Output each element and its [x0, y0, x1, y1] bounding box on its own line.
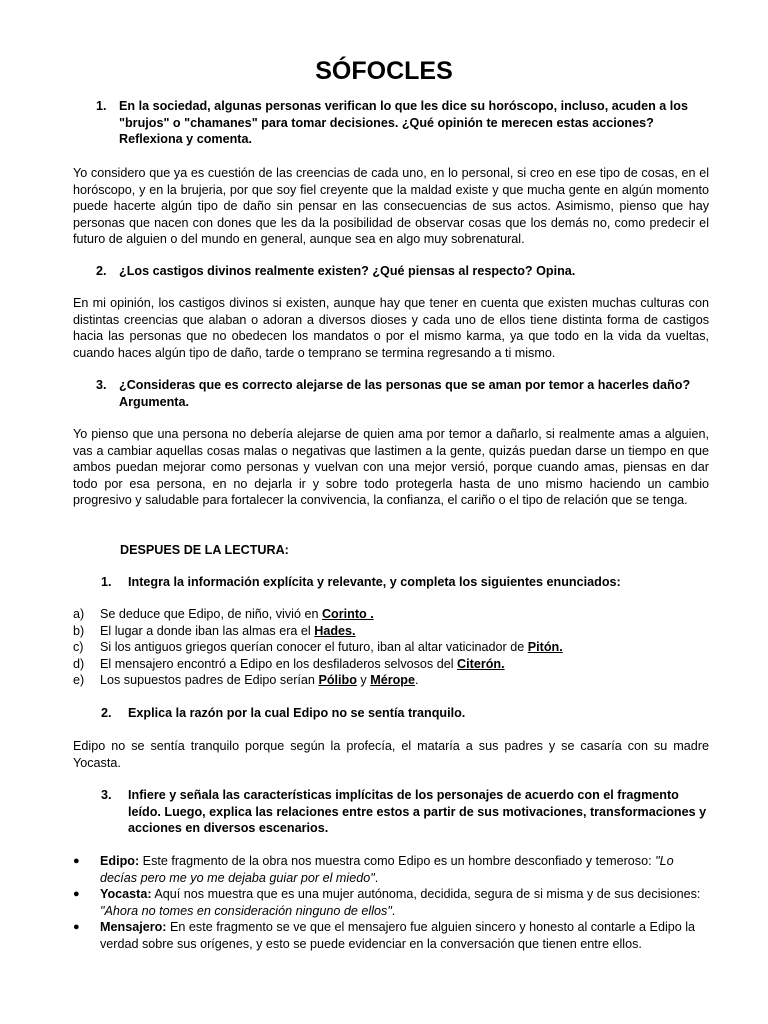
question-number: 2.	[96, 264, 107, 278]
answer-section-2: Edipo no se sentía tranquilo porque según la profecía, el mataría a sus padres y se casaría con su madre Yocasta.	[73, 739, 709, 770]
character-quote: "Lo decías pero me yo me dejaba guiar por el miedo"	[100, 854, 674, 885]
question-text: ¿Los castigos divinos realmente existen? ¿Qué piensas al respecto? Opina.	[119, 264, 576, 278]
list-marker: c)	[73, 640, 84, 654]
answer-2: En mi opinión, los castigos divinos si existen, aunque hay que tener en cuenta que existen muchas culturas con distintas creencias que alaban o adoran a diversos dioses y cada uno de ellos tiene distinta forma de castigos hacia las personas que no obedecen los mandatos o por el mismo karma, ya que todo en la vida da vueltas, cuando haces algún tipo de daño, tarde o temprano se termina regresando a ti mismo.	[73, 296, 709, 360]
question-text: Integra la información explícita y relevante, y completa los siguientes enunciados:	[128, 575, 621, 589]
answer-word: Corinto .	[321, 607, 374, 621]
question-number: 1.	[96, 99, 107, 113]
character-text: En este fragmento se ve que el mensajero fue alguien sincero y honesto al contarle a Edipo la verdad sobre sus orígenes, y esto se puede evidenciar en la conversación que tienen entre ellos.	[100, 920, 696, 951]
section-question-2	[101, 705, 711, 722]
character-name: Mensajero:	[100, 920, 167, 934]
list-marker: a)	[73, 607, 85, 621]
answer-word: Hades.	[314, 623, 356, 638]
character-item	[73, 853, 713, 886]
completion-list	[73, 606, 713, 689]
question-number: 1.	[101, 575, 112, 589]
question-text: En la sociedad, algunas personas verifican lo que les dice su horóscopo, incluso, acuden a los "brujos" o "chamanes" para tomar decisiones. ¿Qué opinión te merecen estas acciones? Reflexiona y comenta.	[119, 99, 688, 146]
list-item	[73, 656, 713, 673]
item-text: .	[415, 673, 419, 687]
list-marker: e)	[73, 673, 85, 687]
list-item	[73, 606, 713, 623]
question-text: Explica la razón por la cual Edipo no se sentía tranquilo.	[128, 706, 466, 720]
item-text: Si los antiguos griegos querían conocer el futuro, iban al altar vaticinador de	[100, 640, 528, 654]
question-number: 2.	[101, 706, 112, 720]
question-text: ¿Consideras que es correcto alejarse de las personas que se aman por temor a hacerles daño? Argumenta.	[119, 378, 691, 409]
list-item	[73, 623, 713, 640]
section-question-1	[101, 574, 711, 591]
section-heading: DESPUES DE LA LECTURA:	[120, 543, 289, 557]
character-name: Yocasta:	[100, 887, 152, 901]
item-text: y	[356, 673, 371, 687]
character-name: Edipo:	[100, 854, 140, 868]
question-1	[96, 98, 716, 148]
bullet-icon: ●	[73, 921, 80, 933]
character-item	[73, 886, 713, 919]
item-text: Los supuestos padres de Edipo serían	[100, 673, 319, 687]
list-item	[73, 639, 713, 656]
question-3	[96, 377, 716, 410]
list-marker: b)	[73, 623, 85, 638]
answer-word: Mérope	[370, 673, 416, 687]
answer-word: Pólibo	[318, 673, 357, 687]
answer-word: Pitón.	[527, 640, 563, 654]
question-number: 3.	[101, 788, 112, 802]
section-question-3	[101, 787, 711, 837]
character-end: .	[391, 903, 396, 918]
list-item	[73, 672, 713, 689]
character-list	[73, 853, 713, 952]
bullet-icon: ●	[73, 855, 80, 867]
bullet-icon: ●	[73, 888, 80, 900]
page-title: SÓFOCLES	[315, 57, 453, 85]
character-end: .	[374, 870, 379, 885]
question-text: Infiere y señala las características implícitas de los personajes de acuerdo con el fragmento leído. Luego, explica las relaciones entre estos a partir de sus motivaciones, transformaciones y acciones en diversos escenarios.	[128, 788, 707, 835]
question-2	[96, 263, 716, 280]
list-marker: d)	[73, 656, 85, 671]
character-item	[73, 919, 713, 952]
character-quote: "Ahora no tomes en consideración ninguno de ellos"	[100, 903, 392, 918]
character-text: Aquí nos muestra que es una mujer autónoma, decidida, segura de si misma y de sus decisiones:	[151, 887, 701, 901]
answer-word: Citerón.	[457, 656, 505, 671]
question-number: 3.	[96, 378, 107, 392]
item-text: El mensajero encontró a Edipo en los desfiladeros selvosos del	[100, 656, 458, 671]
item-text: El lugar a donde iban las almas era el	[100, 623, 315, 638]
answer-1: Yo considero que ya es cuestión de las creencias de cada uno, en lo personal, si creo en ese tipo de cosas, en el horóscopo, y en la brujeria, por que soy fiel creyente que la maldad existe y que mucha gente en algún momento puede hacerte algún tipo de daño sin pensar en las consecuencias de sus actos. Asimismo, pienso que hay personas que nacen con dones que les da la posibilidad de observar cosas que los demás no, como predecir el futuro de alguien o del mundo en general, aunque sea en algo muy sobrenatural.	[73, 166, 709, 246]
character-text: Este fragmento de la obra nos muestra como Edipo es un hombre desconfiado y temeroso:	[139, 854, 656, 868]
item-text: Se deduce que Edipo, de niño, vivió en	[100, 607, 322, 621]
answer-3: Yo pienso que una persona no debería alejarse de quien ama por temor a dañarlo, si realmente amas a alguien, vas a cambiar aquellas cosas malas o negativas que lastimen a la gente, quizás puedan darse un tiempo en que ambos puedan mejorar como personas y vuelvan con una mejor versió, porque cuando amas, piensas en dar todo por esa persona, en no dejarla ir y sobre todo protegerla hasta de uno mismo haciendo un cambio progresivo y saludable para fortalecer la convivencia, la confianza, el cariño o el tipo de relación que se tenga.	[73, 427, 709, 507]
